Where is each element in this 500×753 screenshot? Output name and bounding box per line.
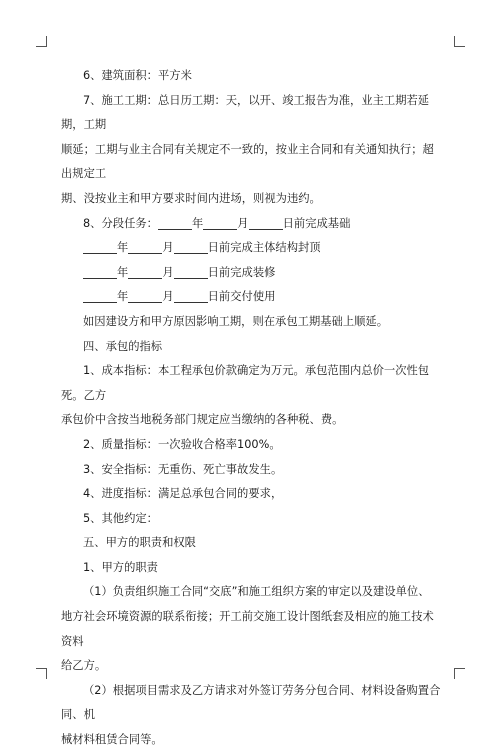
document-body: [61, 64, 443, 753]
crop-mark-bottom-left: [36, 668, 47, 679]
text-line: 5、其他约定：: [83, 511, 158, 525]
text-line: 地方社会环境资源的联系衔接；开工前交施工设计图纸套及相应的施工技术资料: [61, 610, 434, 648]
text-line: 7、施工工期：总日历工期：天，以开、竣工报告为准，业主工期若延期，工期: [61, 93, 430, 132]
text-line: 1、甲方的职责: [83, 560, 158, 574]
text-line: 6、建筑面积：平方米: [83, 69, 192, 82]
blank-field: [174, 239, 208, 254]
section-heading: 五、甲方的职责和权限: [83, 536, 196, 550]
crop-mark-bottom-right: [454, 668, 465, 679]
blank-field: [174, 264, 208, 279]
blank-field: [83, 288, 117, 303]
text-line: 械材料租赁合同等。: [61, 733, 163, 747]
schedule-line-3: 年 月 日前完成装修: [61, 261, 443, 286]
text-line: 如因建设方和甲方原因影响工期，则在承包工期基础上顺延。: [83, 314, 389, 328]
schedule-line-4: 年 月 日前交付使用: [61, 285, 443, 310]
blank-field: [83, 264, 117, 279]
crop-mark-top-right: [454, 36, 465, 47]
text-line: 给乙方。: [61, 659, 107, 673]
crop-mark-top-left: [36, 36, 47, 47]
blank-field: [128, 239, 162, 254]
blank-field: [203, 215, 237, 230]
blank-field: [128, 288, 162, 303]
blank-field: [83, 239, 117, 254]
text-line: （1）负责组织施工合同“交底”和施工组织方案的审定以及建设单位、: [83, 585, 430, 599]
text-line: 期、没按业主和甲方要求时间内进场，则视为违约。: [61, 191, 321, 205]
text-line: 承包价中含按当地税务部门规定应当缴纳的各种税、费。: [61, 413, 344, 427]
text-line: 1、成本指标：本工程承包价款确定为万元。承包范围内总价一次性包死。乙方: [61, 364, 430, 402]
blank-field: [128, 264, 162, 279]
text-line: （2）根据项目需求及乙方请求对外签订劳务分包合同、材料设备购置合同、机: [61, 683, 441, 722]
text-line: 4、进度指标：满足总承包合同的要求，: [83, 487, 283, 501]
text-line: 顺延；工期与业主合同有关规定不一致的，按业主合同和有关通知执行；超出规定工: [61, 142, 434, 181]
schedule-line-1: 8、分段任务： 年 月 日前完成基础: [83, 216, 351, 230]
section-heading: 四、承包的指标: [83, 339, 163, 353]
text-line: 2、质量指标：一次验收合格率100%。: [83, 437, 281, 451]
blank-field: [174, 288, 208, 303]
text-line: 3、安全指标：无重伤、死亡事故发生。: [83, 462, 283, 476]
blank-field: [158, 215, 192, 230]
schedule-line-2: 年 月 日前完成主体结构封顶: [61, 236, 443, 261]
blank-field: [249, 215, 283, 230]
